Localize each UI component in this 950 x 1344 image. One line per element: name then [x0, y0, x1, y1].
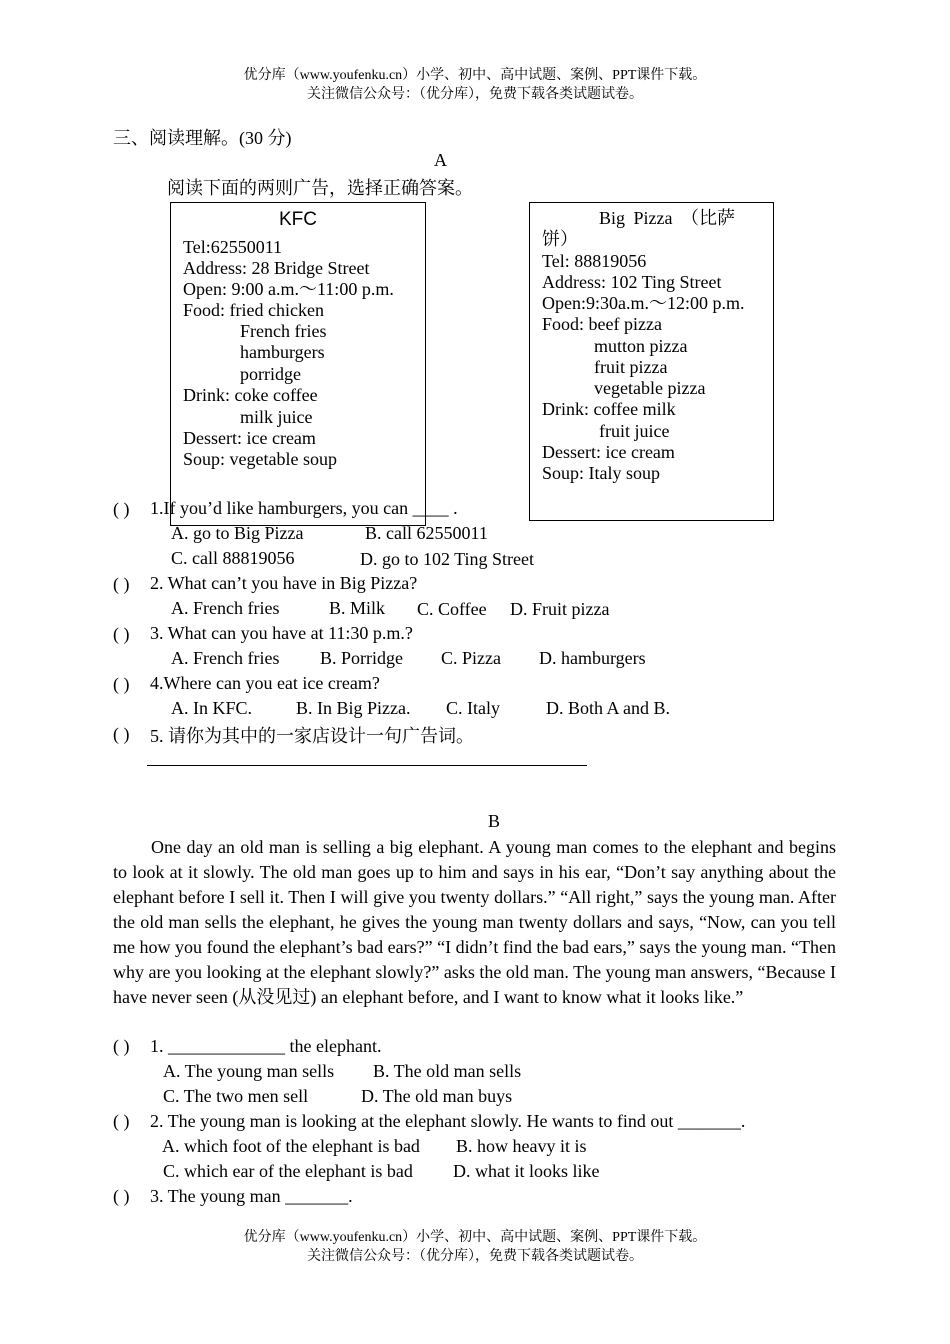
- option: C. which ear of the elephant is bad: [163, 1161, 413, 1181]
- option: A. go to Big Pizza: [171, 523, 304, 543]
- question-b1: 1. _____________ the elephant.: [150, 1036, 382, 1056]
- kfc-dessert: Dessert: ice cream: [183, 428, 316, 448]
- part-b-label: B: [488, 811, 501, 831]
- pizza-food-item: fruit pizza: [594, 357, 668, 377]
- pizza-open: Open:9:30a.m.～12:00 p.m.: [542, 293, 745, 313]
- option: A. which foot of the elephant is bad: [162, 1136, 420, 1156]
- question-a4: 4.Where can you eat ice cream?: [150, 673, 380, 693]
- option: A. French fries: [171, 598, 280, 618]
- option: D. hamburgers: [539, 648, 646, 668]
- option: C. The two men sell: [163, 1086, 309, 1106]
- answer-bracket[interactable]: ( ): [113, 1036, 130, 1056]
- question-a2: 2. What can’t you have in Big Pizza?: [150, 573, 418, 593]
- kfc-drink-item: milk juice: [240, 407, 313, 427]
- option: B. Porridge: [320, 648, 403, 668]
- question-a1: 1.If you’d like hamburgers, you can ____ .: [150, 498, 458, 518]
- option: B. In Big Pizza.: [296, 698, 411, 718]
- part-a-instruction: 阅读下面的两则广告，选择正确答案。: [167, 178, 473, 198]
- answer-line[interactable]: [147, 765, 587, 766]
- answer-bracket[interactable]: ( ): [113, 1186, 130, 1206]
- answer-bracket[interactable]: ( ): [113, 1111, 130, 1131]
- kfc-food-item: hamburgers: [240, 342, 325, 362]
- option: D. Fruit pizza: [510, 599, 610, 619]
- question-b3: 3. The young man _______.: [150, 1186, 353, 1206]
- pizza-drink-item: fruit juice: [599, 421, 670, 441]
- option: D. what it looks like: [453, 1161, 600, 1181]
- option: B. Milk: [329, 598, 386, 618]
- option: D. Both A and B.: [546, 698, 671, 718]
- footer-line-2: 关注微信公众号：（优分库），免费下载各类试题试卷。: [307, 1249, 643, 1264]
- answer-bracket[interactable]: ( ): [113, 574, 130, 594]
- option: C. call 88819056: [171, 548, 295, 568]
- pizza-tel: Tel: 88819056: [542, 251, 647, 271]
- pizza-food-item: vegetable pizza: [594, 378, 706, 398]
- kfc-food-item: porridge: [240, 364, 301, 384]
- option: D. go to 102 Ting Street: [360, 549, 535, 569]
- pizza-address: Address: 102 Ting Street: [542, 272, 722, 292]
- pizza-soup: Soup: Italy soup: [542, 463, 661, 483]
- pizza-title-cont: 饼）: [542, 229, 578, 249]
- header-line-1: 优分库（www.youfenku.cn）小学、初中、高中试题、案例、PPT课件下载。: [243, 68, 707, 83]
- option: A. The young man sells: [163, 1061, 335, 1081]
- option: C. Pizza: [441, 648, 501, 668]
- footer-line-1: 优分库（www.youfenku.cn）小学、初中、高中试题、案例、PPT课件下载。: [243, 1230, 707, 1245]
- passage: One day an old man is selling a big elephant. A young man comes to the elephant and begins to look at it slowly. The old man goes up to him and says in his ear, “Don’t say anything about the elephant before I sell it. Then I will give you twenty dollars.” “All right,” says the young man. After the old man sells the elephant, he gives the young man twenty dollars and says, “Now, can you tell me how you found the elephant’s bad ears?” “I didn’t find the bad ears,” says the young man. “Then why are you looking at the elephant slowly?” asks the old man. The young man answers, “Because I have never seen (从没见过) an elephant before, and I want to know what it looks like.”: [113, 837, 836, 1007]
- kfc-drink: Drink: coke coffee: [183, 385, 318, 405]
- kfc-food-item: French fries: [240, 321, 327, 341]
- pizza-food: Food: beef pizza: [542, 314, 662, 334]
- kfc-title: KFC: [279, 209, 317, 230]
- question-a3: 3. What can you have at 11:30 p.m.?: [150, 623, 413, 643]
- option: C. Italy: [446, 698, 500, 718]
- answer-bracket[interactable]: ( ): [113, 499, 130, 519]
- option: C. Coffee: [417, 599, 487, 619]
- pizza-dessert: Dessert: ice cream: [542, 442, 675, 462]
- pizza-title: Big Pizza （比萨: [599, 208, 735, 228]
- option: B. call 62550011: [365, 523, 488, 543]
- option: B. The old man sells: [373, 1061, 522, 1081]
- answer-bracket[interactable]: ( ): [113, 724, 130, 744]
- question-a5: 5. 请你为其中的一家店设计一句广告词。: [150, 726, 474, 746]
- option: B. how heavy it is: [456, 1136, 587, 1156]
- answer-bracket[interactable]: ( ): [113, 674, 130, 694]
- kfc-tel: Tel:62550011: [183, 237, 283, 257]
- kfc-address: Address: 28 Bridge Street: [183, 258, 370, 278]
- part-a-label: A: [434, 150, 447, 170]
- option: A. In KFC.: [171, 698, 253, 718]
- option: D. The old man buys: [361, 1086, 513, 1106]
- kfc-food: Food: fried chicken: [183, 300, 324, 320]
- kfc-soup: Soup: vegetable soup: [183, 449, 337, 469]
- kfc-open: Open: 9:00 a.m.～11:00 p.m.: [183, 279, 394, 299]
- header-line-2: 关注微信公众号：（优分库），免费下载各类试题试卷。: [307, 87, 643, 102]
- section-title: 三、阅读理解。(30 分): [113, 128, 292, 148]
- pizza-food-item: mutton pizza: [594, 336, 688, 356]
- answer-bracket[interactable]: ( ): [113, 624, 130, 644]
- question-b2: 2. The young man is looking at the elephant slowly. He wants to find out _______.: [150, 1111, 746, 1131]
- pizza-drink: Drink: coffee milk: [542, 399, 676, 419]
- option: A. French fries: [171, 648, 280, 668]
